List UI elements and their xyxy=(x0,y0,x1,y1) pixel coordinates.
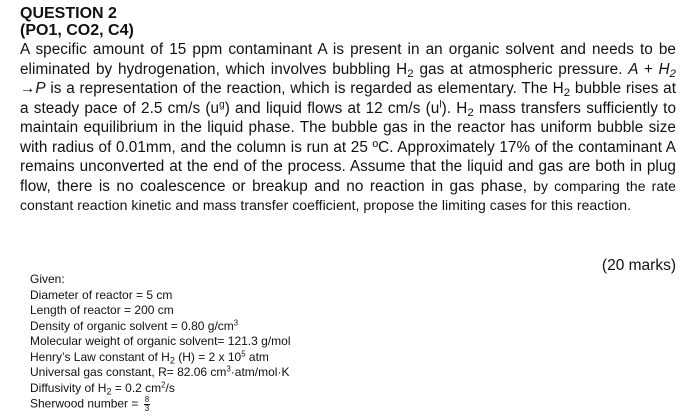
given-text: Henry’s Law constant of H xyxy=(30,349,170,364)
given-text: Universal gas constant, R= 82.06 cm xyxy=(30,365,227,379)
superscript: 2 xyxy=(161,380,166,390)
given-item-henry-constant xyxy=(30,350,290,366)
reaction-species: + H xyxy=(637,60,670,78)
given-list xyxy=(30,272,290,413)
given-item-diffusivity xyxy=(30,381,290,397)
reaction-species: A xyxy=(628,60,638,78)
question-text-part: bubble rises at a steady pace of 2.5 cm/s (u xyxy=(20,80,676,117)
subscript: 2 xyxy=(106,385,112,396)
superscript: l xyxy=(439,99,442,111)
question-title: QUESTION 2 xyxy=(20,5,117,22)
given-text: /s xyxy=(165,380,175,395)
given-item-diameter: Diameter of reactor = 5 cm xyxy=(30,287,173,302)
fraction-numerator: 8 xyxy=(144,395,150,404)
subscript: 2 xyxy=(407,67,414,80)
question-text xyxy=(20,40,676,216)
reaction-product: P xyxy=(35,80,46,97)
superscript: 3 xyxy=(226,364,231,374)
given-text: Diffusivity of H xyxy=(30,380,107,395)
question-text-part: A specific amount of 15 ppm contaminant A is present in an organic solvent and needs to be eliminated by hydrogenation, which involves bubbling H xyxy=(20,41,676,78)
given-text: (H) = 2 x 10 xyxy=(174,349,242,364)
fraction-denominator: 3 xyxy=(144,404,150,413)
given-item-density xyxy=(30,319,290,335)
question-outcomes: (PO1, CO2, C4) xyxy=(20,22,134,39)
question-text-part: ). H xyxy=(441,99,468,117)
question-text-part: ) and liquid flows at 12 cm/s (u xyxy=(224,99,440,117)
superscript: 5 xyxy=(241,349,246,359)
marks-label: (20 marks) xyxy=(601,257,676,274)
given-text: ·atm/mol·K xyxy=(230,365,290,379)
reaction-arrow: → xyxy=(20,80,36,97)
given-item-length: Length of reactor = 200 cm xyxy=(30,303,174,317)
question-text-part: mass transfers sufficiently to maintain equilibrium in the liquid phase. The bubble gas in the reactor has uniform bubble size with radius of 0.01mm, and the column is run at 25 ºC. Approximately 17% of the contaminant A remains unconverted at the end of the process. Assume that the liquid and gas are both in plug flow, there is no coalescence or breakup and no reaction in gas phase, xyxy=(20,99,677,195)
subscript: 2 xyxy=(669,67,676,80)
given-label: Given: xyxy=(30,272,65,286)
sherwood-fraction xyxy=(144,396,150,413)
question-text-part: gas at atmospheric pressure. xyxy=(413,60,629,78)
given-item-sherwood xyxy=(30,396,290,413)
given-item-gas-constant xyxy=(30,365,290,381)
subscript: 2 xyxy=(169,354,175,365)
given-item-molecular-weight: Molecular weight of organic solvent= 121.3 g/mol xyxy=(30,334,291,348)
given-text: = 0.2 cm xyxy=(111,380,162,395)
subscript: 2 xyxy=(563,86,571,99)
question-text-part: by comparing the rate constant reaction kinetic and mass transfer coefficient, propose the limiting cases for this reaction. xyxy=(20,177,676,213)
given-text: Sherwood number = xyxy=(30,396,142,411)
superscript: g xyxy=(219,99,225,111)
question-text-part: is a representation of the reaction, which is regarded as elementary. The H xyxy=(45,80,564,97)
given-text: Density of organic solvent = 0.80 g/cm xyxy=(30,318,234,333)
superscript: 3 xyxy=(233,318,239,328)
subscript: 2 xyxy=(467,106,474,119)
given-text: atm xyxy=(245,349,269,364)
